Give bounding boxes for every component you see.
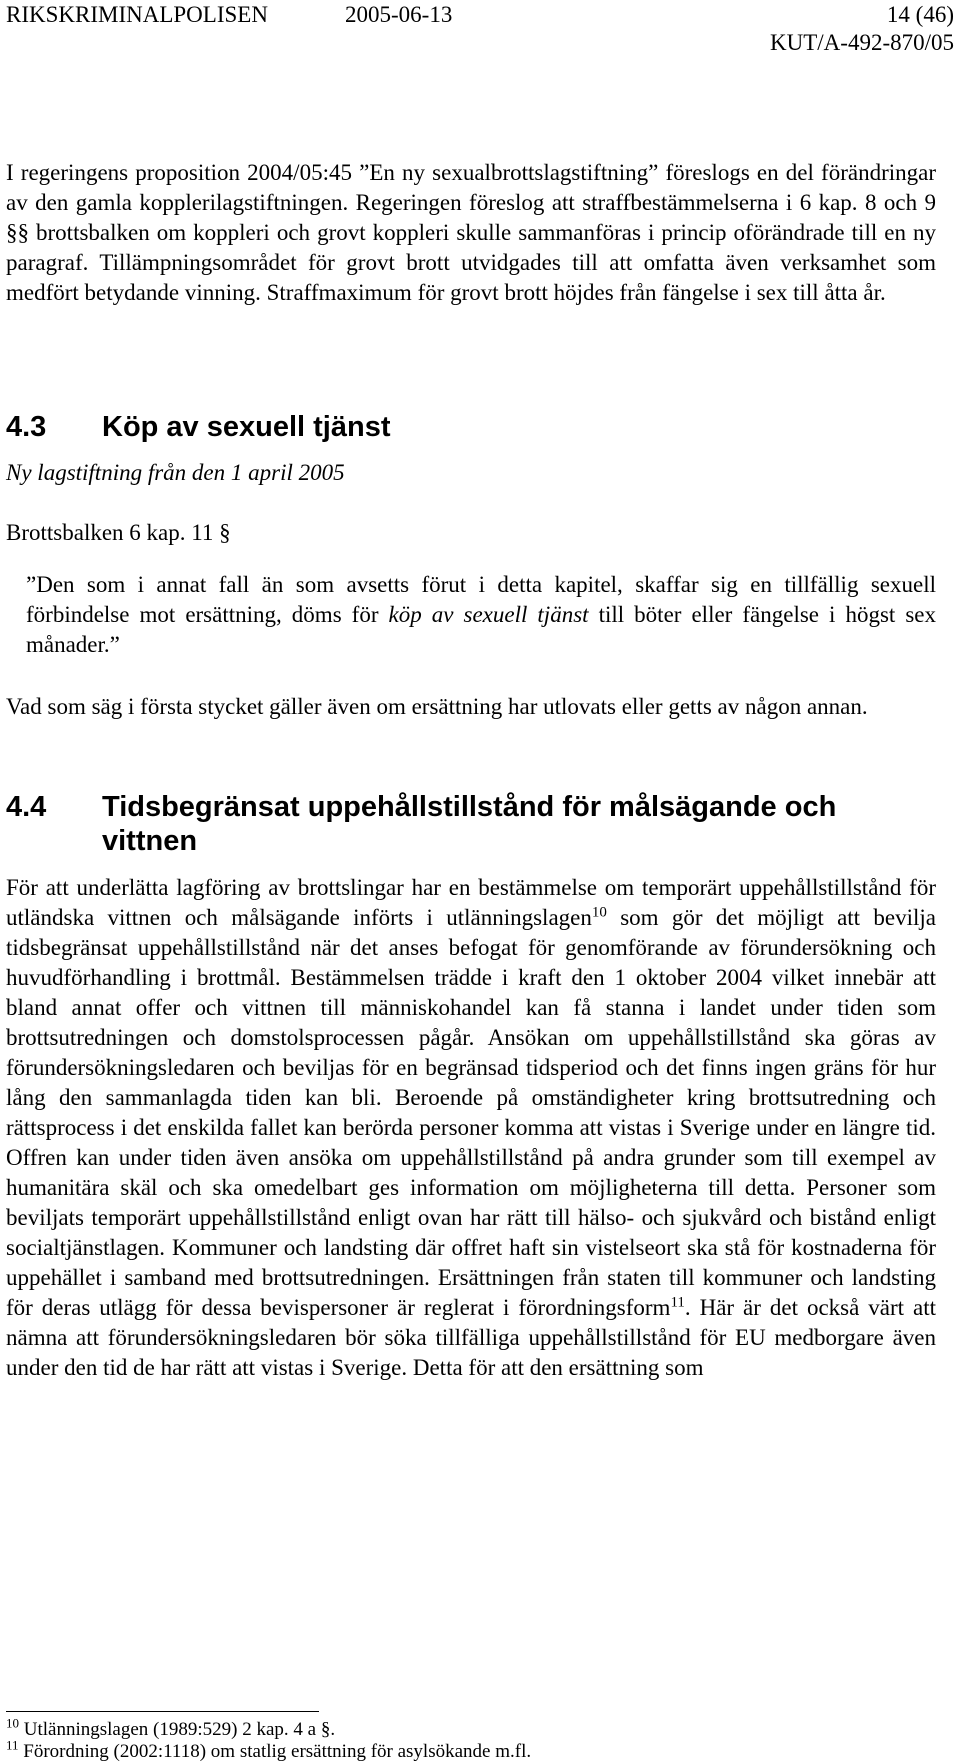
- section-4-3-title: Köp av sexuell tjänst: [102, 411, 391, 443]
- section-4-3-number: 4.3: [6, 411, 47, 443]
- law-reference: Brottsbalken 6 kap. 11 §: [6, 520, 231, 545]
- footnote-10-text: Utlänningslagen (1989:529) 2 kap. 4 a §.: [23, 1719, 336, 1740]
- footnote-ref-10: 10: [591, 904, 607, 921]
- footnote-10-number: 10: [6, 1715, 19, 1731]
- section-4-3-heading: [6, 410, 946, 444]
- intro-paragraph: I regeringens proposition 2004/05:45 ”En ny sexualbrottslagstiftning” föreslogs en del förändringar av den gamla kopplerilagstiftningen. Regeringen föreslog att straffbestämmelserna i 6 kap. 8 och 9 §§ brottsbalken om koppleri och grovt koppleri skulle sammanföras i princip oförändrade till en ny paragraf. Tillämpningsområdet för grovt brott utvidgades till att omfatta även verksamhet som medfört betydande vinning. Straffmaximum för grovt brott höjdes från fängelse i sex till åtta år.: [6, 160, 936, 305]
- footnote-10: [6, 1715, 336, 1741]
- law-quote-start: ”Den som i annat fall än som avsetts förut i detta kapitel, skaffar sig en tillfällig sexuell förbindelse mot ersättning, döms för: [26, 572, 936, 627]
- footnote-11-text: Förordning (2002:1118) om statlig ersättning för asylsökande m.fl.: [23, 1741, 532, 1762]
- law-quote-emphasis: köp av sexuell tjänst: [388, 602, 589, 627]
- header-page-number: 14 (46): [886, 2, 954, 27]
- footnote-11: [6, 1737, 532, 1763]
- section-4-4-title-line1: Tidsbegränsat uppehållstillstånd för målsägande och: [102, 791, 837, 823]
- body-part-3: . Här är det också värt att nämna att förundersökningsledaren bör söka tillfälliga uppehållstillstånd för EU medborgare även under den tid de har rätt att vistas i Sverige. Detta för att den ersättning som: [6, 1295, 937, 1380]
- section-4-4-body-block: [6, 873, 936, 1383]
- footnote-11-number: 11: [6, 1737, 19, 1753]
- law-quote: [26, 570, 936, 660]
- header-date: 2005-06-13: [345, 2, 453, 27]
- section-4-4-number: 4.4: [6, 791, 47, 823]
- section-4-3-subtitle: Ny lagstiftning från den 1 april 2005: [6, 460, 345, 485]
- law-quote-block: [26, 570, 936, 660]
- section-4-3-paragraph2: Vad som säg i första stycket gäller även om ersättning har utlovats eller getts av någon annan.: [6, 694, 868, 719]
- section-4-4-body: [6, 873, 936, 1383]
- footnote-divider: [6, 1711, 319, 1712]
- footnote-ref-11: 11: [670, 1294, 685, 1311]
- header-organization: RIKSKRIMINALPOLISEN: [6, 2, 268, 27]
- section-4-4-heading: [6, 790, 946, 858]
- intro-paragraph-block: [6, 158, 936, 308]
- body-part-1: För att underlätta lagföring av brottslingar har en bestämmelse om temporärt uppehållstillstånd för utländska vittnen och målsägande införts i utlänningslagen: [6, 875, 936, 930]
- section-4-4-title-line2: vittnen: [102, 825, 198, 857]
- law-quote-end: till böter eller fängelse i högst sex månader.”: [26, 602, 936, 657]
- body-part-2: som gör det möjligt att bevilja tidsbegränsat uppehållstillstånd när det anses befogat för genomförande av förundersökning och huvudförhandling i brottmål. Bestämmelsen trädde i kraft den 1 oktober 2004 vilket innebär att bland annat offer och vittnen till människohandel kan få stanna i landet under tiden som brottsutredningen och domstolsprocessen pågår. Ansökan om uppehållstillstånd ska göras av förundersökningsledaren och beviljas för en begränsad tidsperiod och det finns ingen gräns för hur lång den sammanlagda tiden kan bli. Beroende på omständigheter kring brottsutredning och rättsprocess i det enskilda fallet kan berörda personer komma att vistas i Sverige under en längre tid. Offren kan under tiden även ansöka om uppehållstillstånd på andra grunder som till exempel av humanitära skäl och ska omedelbart ges information om möjligheterna till detta. Personer som beviljats temporärt uppehållstillstånd enligt ovan har rätt till hälso- och sjukvård och bistånd enligt socialtjänstlagen. Kommuner och landsting där offret haft sin vistelseort ska stå för kostnaderna för uppehället i samband med brottsutredningen. Ersättningen från staten till kommuner och landsting för deras utlägg för dessa bevispersoner är reglerat i förordningsform: [6, 905, 936, 1320]
- section-4-3-paragraph2-block: [6, 692, 936, 722]
- header-reference: KUT/A-492-870/05: [770, 30, 954, 55]
